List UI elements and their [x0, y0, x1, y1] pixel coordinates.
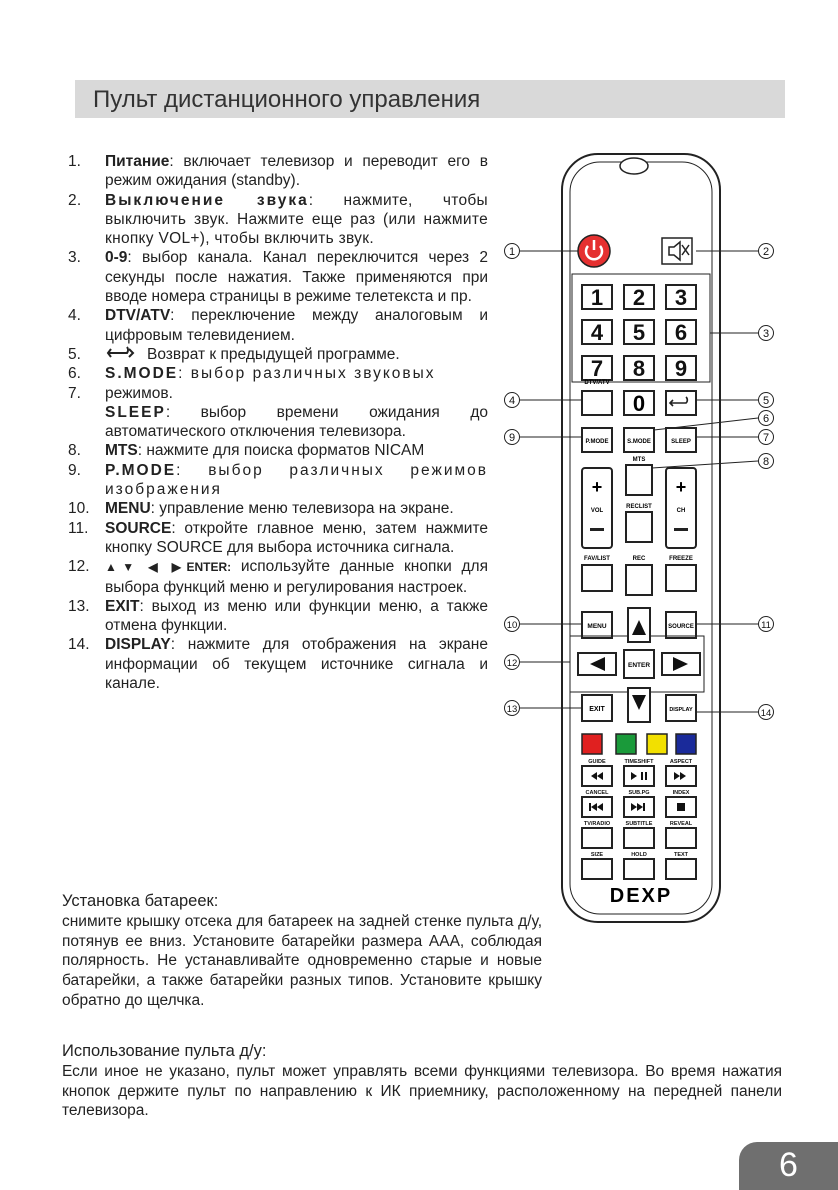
svg-text:14: 14 [760, 708, 772, 719]
list-item: 10. MENU: управление меню телевизора на экране. [68, 500, 454, 518]
svg-text:7: 7 [590, 356, 604, 381]
svg-text:1: 1 [508, 246, 516, 258]
svg-text:S.MODE: S.MODE [627, 439, 651, 445]
list-item: 1. Питание: включает телевизор и переводит его в режим ожидания (standby). [68, 153, 488, 190]
red-button [582, 734, 602, 754]
function-list [68, 152, 488, 693]
svg-text:DISPLAY: DISPLAY [669, 707, 693, 713]
freeze-button [666, 565, 696, 591]
yellow-button [647, 734, 667, 754]
svg-text:4: 4 [508, 395, 516, 407]
svg-text:9: 9 [508, 432, 516, 444]
rec-button [626, 565, 652, 595]
mute-button [662, 238, 692, 264]
svg-text:ASPECT: ASPECT [669, 759, 693, 765]
svg-text:ENTER: ENTER [627, 662, 651, 669]
usage-title: Использование пульта д/у: [62, 1042, 267, 1060]
svg-text:INDEX: INDEX [672, 790, 690, 796]
svg-text:CH: CH [676, 508, 686, 514]
list-item: 11. SOURCE: откройте главное меню, затем нажмите кнопку SOURCE для выбора источника сигнала. [68, 519, 488, 556]
fav-list-button [582, 565, 612, 591]
svg-text:7: 7 [762, 432, 770, 444]
svg-text:1: 1 [590, 285, 604, 310]
svg-text:6: 6 [674, 320, 688, 345]
svg-text:CANCEL: CANCEL [585, 790, 609, 796]
stop-icon [677, 803, 685, 811]
svg-text:REVEAL: REVEAL [669, 821, 693, 827]
svg-text:12: 12 [506, 658, 518, 669]
list-item: 14. DISPLAY: нажмите для отображения на экране информации об текущем источнике сигнала и канале. [68, 636, 488, 693]
svg-text:0: 0 [632, 391, 646, 416]
brand-logo: DEXP [609, 885, 673, 907]
green-button [616, 734, 636, 754]
svg-text:SUB.PG: SUB.PG [628, 790, 650, 796]
svg-text:5: 5 [632, 320, 646, 345]
list-item: 7. режимов. [68, 384, 173, 402]
svg-text:8: 8 [762, 456, 770, 468]
svg-text:MTS: MTS [632, 457, 646, 463]
page-number-tab [739, 1142, 838, 1190]
svg-text:GUIDE: GUIDE [588, 759, 606, 765]
page-title: Пульт дистанционного управления [93, 86, 481, 113]
svg-text:TIMESHIFT: TIMESHIFT [624, 759, 654, 765]
svg-text:3: 3 [674, 285, 688, 310]
svg-text:RECLIST: RECLIST [626, 504, 652, 510]
svg-text:SIZE: SIZE [590, 852, 604, 858]
list-item: 4. DTV/ATV: переключение между аналоговым и цифровым телевидением. [68, 307, 488, 344]
svg-text:2: 2 [632, 285, 646, 310]
svg-text:FREEZE: FREEZE [669, 556, 693, 562]
svg-text:11: 11 [761, 620, 771, 631]
reclist-button [626, 512, 652, 542]
svg-text:SOURCE: SOURCE [668, 624, 694, 630]
list-item: 8. MTS: нажмите для поиска форматов NICAM [68, 442, 425, 460]
remote-illustration [500, 148, 800, 928]
svg-text:+: + [675, 477, 687, 497]
return-icon [105, 346, 137, 360]
list-item: SLEEP: выбор времени ожидания до автоматического отключения телевизора. [105, 403, 488, 441]
list-item: 2. Выключение звука: нажмите, чтобы выключить звук. Нажмите еще раз (или нажмите кнопку VOL+), чтобы включить звук. [68, 191, 489, 248]
svg-text:9: 9 [674, 356, 688, 381]
list-item: 6. S.MODE: выбор различных звуковых [68, 365, 436, 383]
svg-text:SUBTITLE: SUBTITLE [625, 821, 653, 827]
svg-text:REC: REC [632, 556, 646, 562]
list-item: 5. Возврат к предыдущей программе. [68, 345, 400, 363]
page-number: 6 [779, 1146, 798, 1184]
header-bar [75, 80, 785, 118]
svg-text:TV/RADIO: TV/RADIO [583, 821, 611, 827]
usage-text: Если иное не указано, пульт может управлять всеми функциями телевизора. Во время нажатия кнопок держите пульт по направлению к ИК приемнику, расположенному на передней панели телевизора. [62, 1063, 782, 1120]
svg-text:FAV/LIST: FAV/LIST [584, 556, 610, 562]
svg-text:VOL: VOL [590, 508, 604, 514]
mts-button [626, 465, 652, 495]
list-item: 12. ▲▼ ◀ ▶ENTER: используйте данные кнопки для выбора функций меню и регулирования настроек. [68, 558, 488, 596]
svg-text:P.MODE: P.MODE [585, 439, 609, 445]
svg-text:SLEEP: SLEEP [671, 439, 691, 445]
svg-text:8: 8 [632, 356, 646, 381]
svg-text:6: 6 [762, 413, 770, 425]
svg-text:2: 2 [762, 246, 770, 258]
dtv-atv-button [582, 391, 612, 415]
power-button [578, 235, 610, 267]
battery-text: снимите крышку отсека для батареек на задней стенке пульта д/у, потянув ее вниз. Установите батарейки размера AAA, соблюдая полярность. Не устанавливайте одновременно старые и новые батарейки, а также батарейки разных типов. Установите крышку обратно до щелчка. [62, 913, 542, 1009]
svg-text:MENU: MENU [587, 623, 607, 630]
list-item: 9. P.MODE: выбор различных режимов изображения [68, 461, 488, 499]
svg-text:DTV/ATV: DTV/ATV [584, 380, 610, 386]
svg-text:10: 10 [506, 620, 518, 631]
svg-text:EXIT: EXIT [589, 706, 605, 713]
ir-window [620, 158, 648, 174]
svg-text:TEXT: TEXT [673, 852, 689, 858]
svg-text:13: 13 [506, 704, 518, 715]
svg-text:4: 4 [590, 320, 604, 345]
svg-text:5: 5 [762, 395, 770, 407]
svg-text:HOLD: HOLD [631, 852, 647, 858]
battery-title: Установка батареек: [62, 892, 219, 910]
list-item: 13. EXIT: выход из меню или функции меню, а также отмена функции. [68, 597, 488, 635]
svg-text:+: + [591, 477, 603, 497]
list-item: 3. 0-9: выбор канала. Канал переключится через 2 секунды после нажатия. Также применяются при вводе номера страницы в режиме телетекста и пр. [68, 249, 488, 306]
svg-text:3: 3 [762, 328, 770, 340]
blue-button [676, 734, 696, 754]
